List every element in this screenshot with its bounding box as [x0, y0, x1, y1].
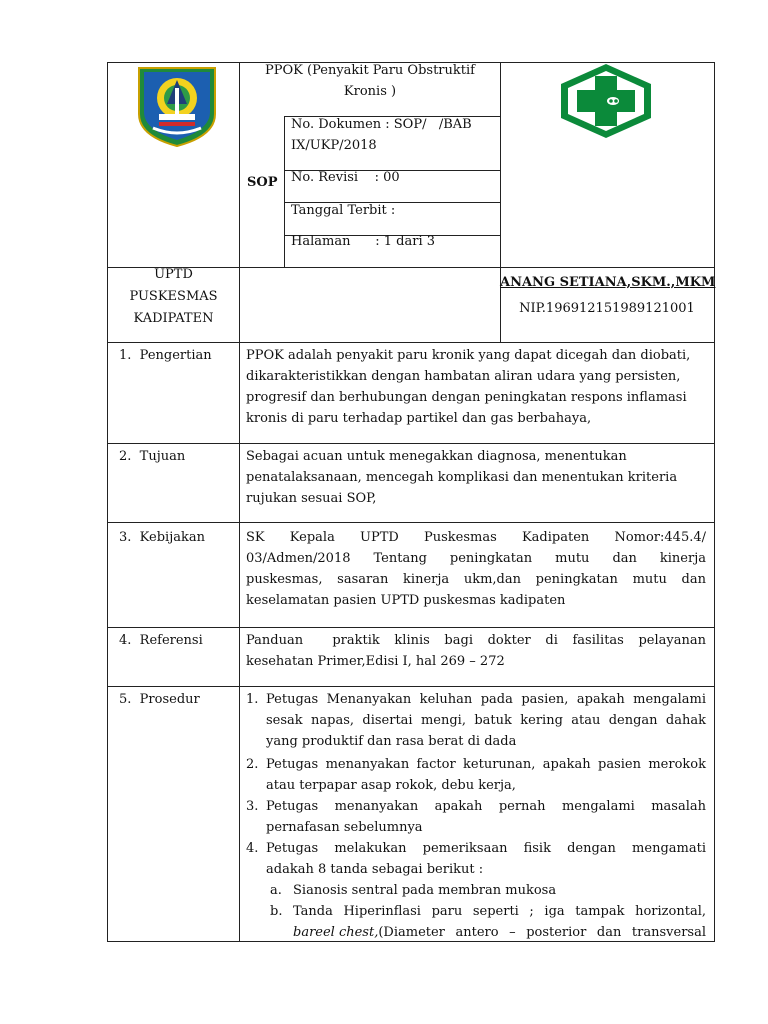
organization-name: UPTD PUSKESMAS KADIPATEN	[129, 267, 218, 326]
section-label-referensi: 4. Referensi	[119, 633, 203, 648]
section-label-kebijakan: 3. Kebijakan	[119, 530, 205, 545]
puskesmas-logo	[557, 62, 655, 140]
section-label-tujuan: 2. Tujuan	[119, 449, 186, 464]
sop-label: SOP	[247, 175, 278, 190]
signer-nip: NIP.196912151989121001	[519, 301, 695, 316]
tujuan-text: Sebagai acuan untuk menegakkan diagnosa, menentukan penatalaksanaan, mencegah komplikasi dan menentukan kriteria rujukan sesuai SOP,	[246, 449, 678, 506]
halaman: Halaman : 1 dari 3	[291, 234, 436, 249]
no-dokumen: No. Dokumen : SOP/ /BAB IX/UKP/2018	[291, 117, 472, 153]
section-label-prosedur: 5. Prosedur	[119, 692, 200, 707]
green-cross-icon	[557, 62, 655, 140]
emblem-shield-icon	[135, 66, 219, 148]
document-title: PPOK (Penyakit Paru Obstruktif Kronis )	[265, 63, 475, 99]
regional-emblem-logo	[135, 66, 219, 148]
pengertian-text: PPOK adalah penyakit paru kronik yang dapat dicegah dan diobati, dikarakteristikkan dengan hambatan aliran udara yang persisten, progresif dan berhubungan dengan peningkatan respons inflamasi kronis di paru terhadap partikel dan gas berbahaya,	[246, 348, 691, 426]
tanggal-terbit: Tanggal Terbit :	[291, 203, 396, 218]
section-label-pengertian: 1. Pengertian	[119, 348, 212, 363]
signer-name: ANANG SETIANA,SKM.,MKM	[500, 275, 716, 290]
no-revisi: No. Revisi : 00	[291, 170, 400, 185]
